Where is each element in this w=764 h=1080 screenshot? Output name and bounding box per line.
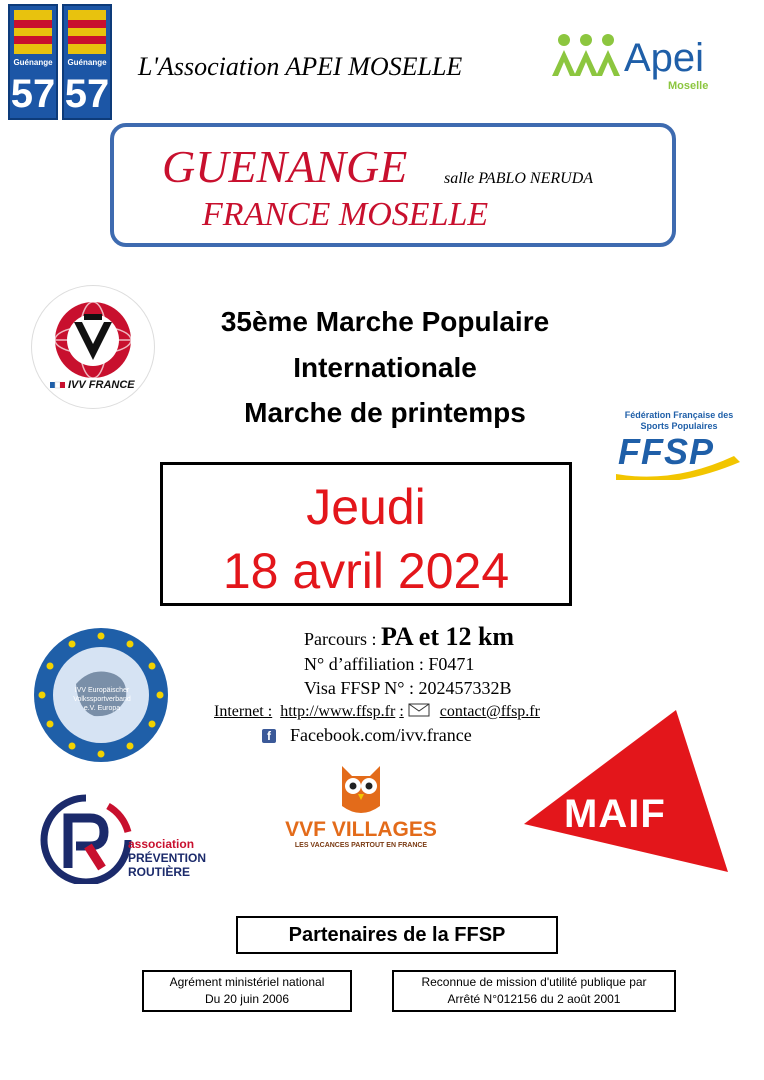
apei-logo-sub: Moselle (668, 80, 709, 92)
affiliation-number: N° d’affiliation : F0471 (304, 654, 475, 674)
moselle-flag-icon (14, 10, 52, 54)
reconnue-line2: Arrêté N°012156 du 2 août 2001 (447, 992, 621, 1006)
agrement-line1: Agrément ministériel national (169, 975, 325, 989)
moselle-plate-2 (62, 4, 112, 120)
facebook-link[interactable]: Facebook.com/ivv.france (290, 725, 472, 745)
europa-logo (32, 626, 170, 764)
parcours-value: PA et 12 km (380, 622, 515, 651)
prevention-routiere-icon (38, 792, 134, 884)
maif-logo (520, 708, 730, 874)
parcours-line (304, 622, 514, 652)
prevention-line1: association (128, 837, 195, 851)
hall-name: salle PABLO NERUDA (444, 170, 594, 187)
partners-label: Partenaires de la FFSP (236, 916, 558, 954)
agrement-box (142, 970, 352, 1012)
ffsp-website-link[interactable]: http://www.ffsp.fr (280, 703, 396, 720)
parcours-label: Parcours : (304, 629, 377, 649)
apei-people-icon (550, 32, 620, 82)
ffsp-logo-text: FFSP (618, 431, 715, 472)
facebook-icon: f (262, 729, 276, 743)
apei-logo-text: Apei (624, 36, 705, 80)
moselle-plate-1 (8, 4, 58, 120)
agrement-line2: Du 20 juin 2006 (204, 992, 290, 1006)
maif-logo-text: MAIF (564, 792, 666, 836)
internet-label: Internet : (214, 703, 273, 720)
city-name: GUENANGE (162, 141, 408, 192)
event-title-line1: 35ème Marche Populaire (220, 306, 550, 337)
ffsp-logo (614, 408, 744, 480)
envelope-icon (408, 703, 430, 717)
plate-number: 57 (64, 72, 110, 116)
region-name: FRANCE MOSELLE (202, 196, 489, 233)
apei-logo (550, 30, 740, 100)
visa-number: Visa FFSP N° : 202457332B (304, 678, 512, 698)
ivv-france-logo (32, 286, 154, 408)
event-date: 18 avril 2024 (222, 543, 510, 599)
vvf-logo-text: VVF VILLAGES (285, 818, 437, 841)
internet-line (214, 703, 540, 721)
event-title-line3: Marche de printemps (244, 397, 526, 428)
ivv-france-text: IVV FRANCE (68, 379, 135, 391)
plate-number: 57 (10, 72, 56, 116)
reconnue-line1: Reconnue de mission d'utilité publique par (421, 975, 647, 989)
prevention-line3: ROUTIÈRE (128, 865, 191, 879)
contact-email-link[interactable]: contact@ffsp.fr (439, 703, 540, 720)
ffsp-logo-caption: Fédération Française des Sports Populaires (624, 410, 734, 431)
prevention-routiere-logo (38, 792, 228, 884)
reconnue-box (392, 970, 676, 1012)
europa-logo-text: IVV Europäischer Volkssportverband e.V. Europa (73, 687, 131, 712)
owl-icon (336, 762, 386, 818)
event-title-line2: Internationale (293, 352, 477, 383)
plate-town: Guénange (13, 58, 53, 67)
internet-separator: : (399, 703, 404, 720)
maif-triangle-icon (520, 708, 730, 874)
vvf-villages-logo (270, 758, 452, 862)
moselle-flag-icon (68, 10, 106, 54)
association-title: L'Association APEI MOSELLE (138, 52, 463, 81)
prevention-line2: PRÉVENTION (128, 851, 207, 865)
event-day: Jeudi (306, 479, 426, 535)
vvf-tagline: LES VACANCES PARTOUT EN FRANCE (294, 842, 428, 849)
plate-town: Guénange (67, 58, 107, 67)
